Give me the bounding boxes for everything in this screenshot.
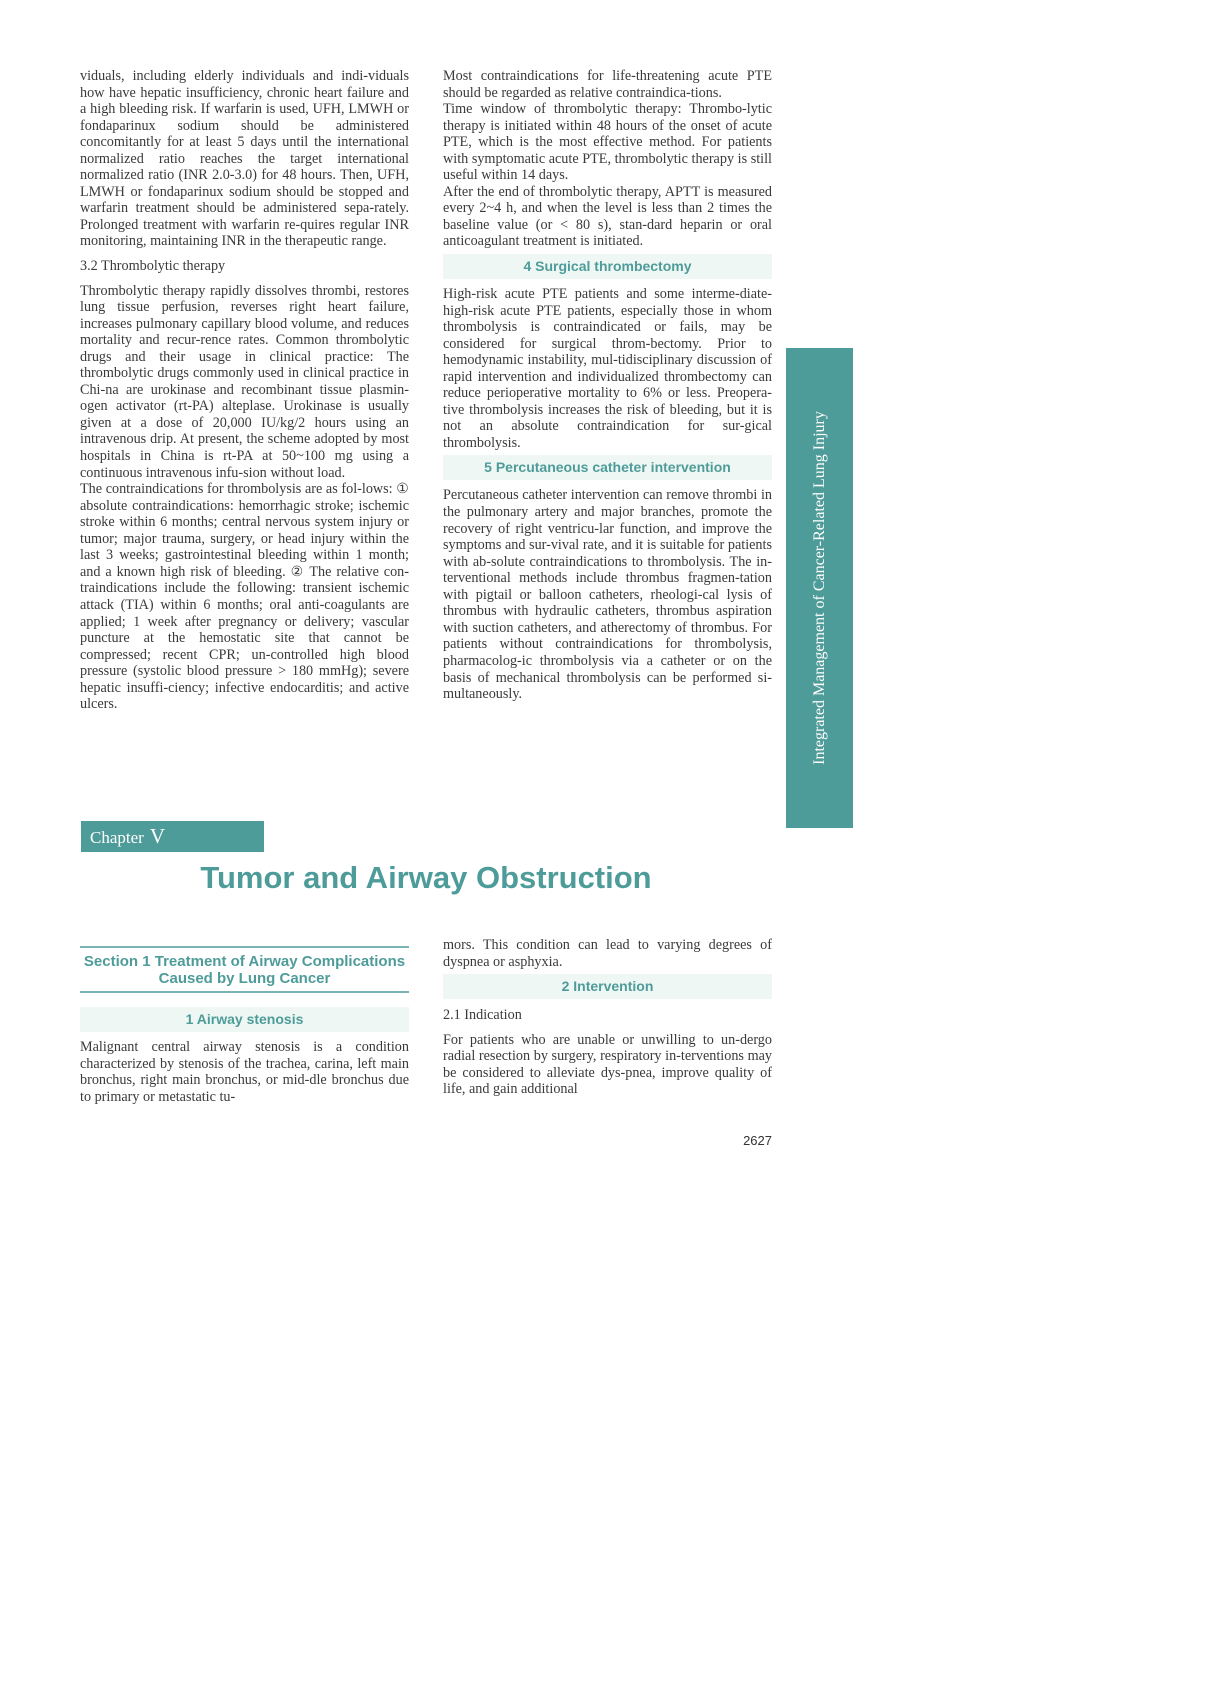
- paragraph-catheter: Percutaneous catheter intervention can remove thrombi in the pulmonary artery and major branches, promote the recovery of right ventricu-lar function, and improve the symptoms and sur-vival rate, and it is suitable for patients with ab-solute contraindications to thrombolysis. The in-terventional methods include thrombus fragmen-tation with pigtail or balloon catheters, rheologi-cal lysis of thrombus with hydraulic catheters, thrombus aspiration with suction catheters, and atherectomy of thrombus. For patients without contraindications for thrombolysis, pharmacolog-ic thrombolysis via a catheter or on the basis of mechanical thrombolysis can be performed si-multaneously.: [443, 487, 772, 703]
- left-column-bottom: [80, 938, 409, 1105]
- paragraph-relative-contraindications: Most contraindications for life-threatening acute PTE should be regarded as relative contraindica-tions.: [443, 68, 772, 101]
- heading-intervention: 2 Intervention: [443, 974, 772, 999]
- right-column-top: [443, 68, 772, 703]
- chapter-label: Chapter: [90, 828, 144, 847]
- chapter-title: Tumor and Airway Obstruction: [200, 860, 652, 895]
- heading-surgical-thrombectomy: 4 Surgical thrombectomy: [443, 254, 772, 279]
- paragraph-stenosis-continued: mors. This condition can lead to varying degrees of dyspnea or asphyxia.: [443, 937, 772, 970]
- paragraph-warfarin: viduals, including elderly individuals and indi-viduals how have hepatic insufficiency, chronic heart failure and a high bleeding risk. If warfarin is used, UFH, LMWH or fondaparinux sodium should be administered concomitantly for at least 5 days until the international normalized ratio reaches the target international normalized ratio (INR 2.0-3.0) for 48 hours. Then, UFH, LMWH or fondaparinux sodium should be stopped and warfarin treatment should be administered sepa-rately. Prolonged treatment with warfarin re-quires regular INR monitoring, maintaining INR in the therapeutic range.: [80, 68, 409, 250]
- paragraph-surgical: High-risk acute PTE patients and some interme-diate-high-risk acute PTE patients, especially those in whom thrombolysis is contraindicated or fails, may be considered for surgical throm-bectomy. Prior to hemodynamic instability, mul-tidisciplinary discussion of rapid intervention and individualized thrombectomy can reduce perioperative mortality to 6% or less. Preopera-tive thrombolysis increases the risk of bleeding, but it is not an absolute contraindication for sur-gical thrombolysis.: [443, 286, 772, 451]
- paragraph-time-window: Time window of thrombolytic therapy: Thrombo-lytic therapy is initiated within 48 hours of the onset of acute PTE, which is the most effective method. For patients with symptomatic acute PTE, thrombolytic therapy is still useful within 14 days.: [443, 101, 772, 184]
- side-tab: [786, 348, 853, 828]
- chapter-badge: [81, 821, 264, 852]
- paragraph-aptt: After the end of thrombolytic therapy, APTT is measured every 2~4 h, and when the level is less than 2 times the baseline value (or < 80 s), stan-dard heparin or oral anticoagulant treatment is initiated.: [443, 183, 772, 250]
- subheading-indication: 2.1 Indication: [443, 1007, 522, 1024]
- heading-airway-stenosis: 1 Airway stenosis: [80, 1007, 409, 1032]
- paragraph-contraindications: The contraindications for thrombolysis are as fol-lows: ① absolute contraindications: hemorrhagic stroke; ischemic stroke within 6 months; central nervous system injury or tumor; major trauma, surgery, or head injury within the last 3 weeks; gastrointestinal bleeding within 1 month; and a known high risk of bleeding. ② The relative con-traindications include the following: transient ischemic attack (TIA) within 6 months; oral anti-coagulants are applied; 1 week after pregnancy or delivery; vascular puncture at the hemostatic site that cannot be compressed; recent CPR; un-controlled high blood pressure (systolic blood pressure > 180 mmHg); severe hepatic insuffi-ciency; infective endocarditis; and active ulcers.: [80, 481, 409, 713]
- left-column-top: [80, 68, 409, 713]
- page-number: 2627: [743, 1133, 772, 1148]
- right-column-bottom: [443, 937, 772, 1098]
- section-heading: Section 1 Treatment of Airway Complications Caused by Lung Cancer: [80, 946, 409, 993]
- chapter-number: V: [149, 824, 165, 848]
- paragraph-thrombolytic: Thrombolytic therapy rapidly dissolves thrombi, restores lung tissue perfusion, reverses right heart failure, increases pulmonary capillary blood volume, and reduces mortality and recur-rence rates. Common thrombolytic drugs and their usage in clinical practice: The thrombolytic drugs commonly used in clinical practice in Chi-na are urokinase and recombinant tissue plasmin-ogen activator (rt-PA) alteplase. Urokinase is usually given at a dose of 20,000 IU/kg/2 hours using an intravenous drip. At present, the scheme adopted by most hospitals in China is rt-PA at 50~100 mg using a continuous intravenous infu-sion without load.: [80, 282, 409, 481]
- paragraph-stenosis: Malignant central airway stenosis is a condition characterized by stenosis of the trachea, carina, left main bronchus, right main bronchus, or mid-dle bronchus due to primary or metastatic tu-: [80, 1039, 409, 1105]
- heading-percutaneous-catheter: 5 Percutaneous catheter intervention: [443, 455, 772, 480]
- paragraph-indication: For patients who are unable or unwilling to un-dergo radial resection by surgery, respiratory in-terventions may be considered to alleviate dys-pnea, improve quality of life, and gain additional: [443, 1031, 772, 1098]
- side-tab-label: Integrated Management of Cancer-Related Lung Injury: [810, 411, 828, 765]
- subheading-thrombolytic-therapy: 3.2 Thrombolytic therapy: [80, 258, 226, 275]
